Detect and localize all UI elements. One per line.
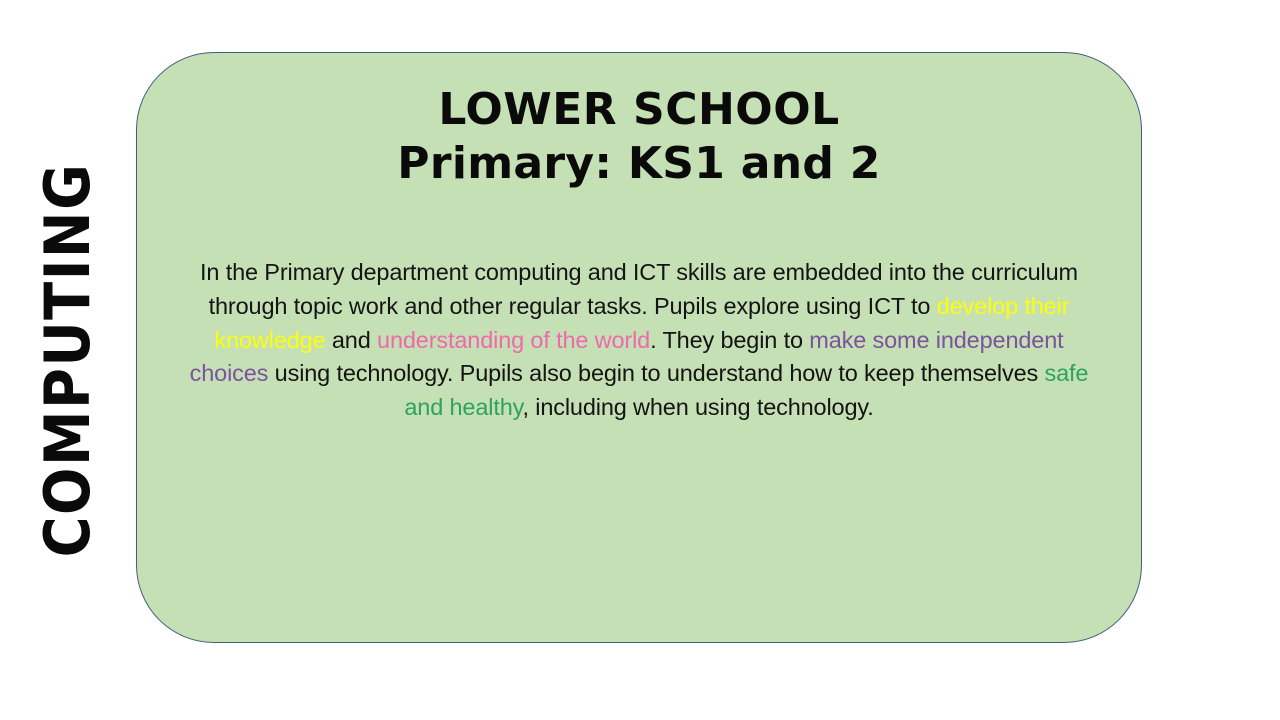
content-card [136, 52, 1142, 643]
page-subtitle: Primary: KS1 and 2 [397, 137, 881, 189]
body-text-highlight-yellow: develop their knowledge [214, 292, 1070, 353]
vertical-subject-label: COMPUTING [31, 162, 104, 558]
body-text-segment: using technology. Pupils also begin to understand how to keep themselves [268, 360, 1045, 387]
body-text-highlight-green: safe and healthy [404, 360, 1089, 420]
body-text-segment: , including when using technology. [522, 393, 874, 420]
vertical-subject-label-container [0, 0, 136, 720]
body-text-segment: In the Primary department computing and ICT skills are embedded into the curriculum through topic work and other regular tasks. Pupils explore using ICT to [200, 259, 1078, 319]
body-text-segment: . They begin to [650, 326, 810, 353]
body-paragraph [183, 256, 1095, 424]
body-text-highlight-purple: make some independent choices [189, 326, 1064, 387]
title-block [137, 83, 1141, 190]
page-title: LOWER SCHOOL [438, 84, 840, 135]
body-text-highlight-pink: understanding of the world [377, 326, 651, 353]
body-text-segment: and [325, 326, 378, 353]
